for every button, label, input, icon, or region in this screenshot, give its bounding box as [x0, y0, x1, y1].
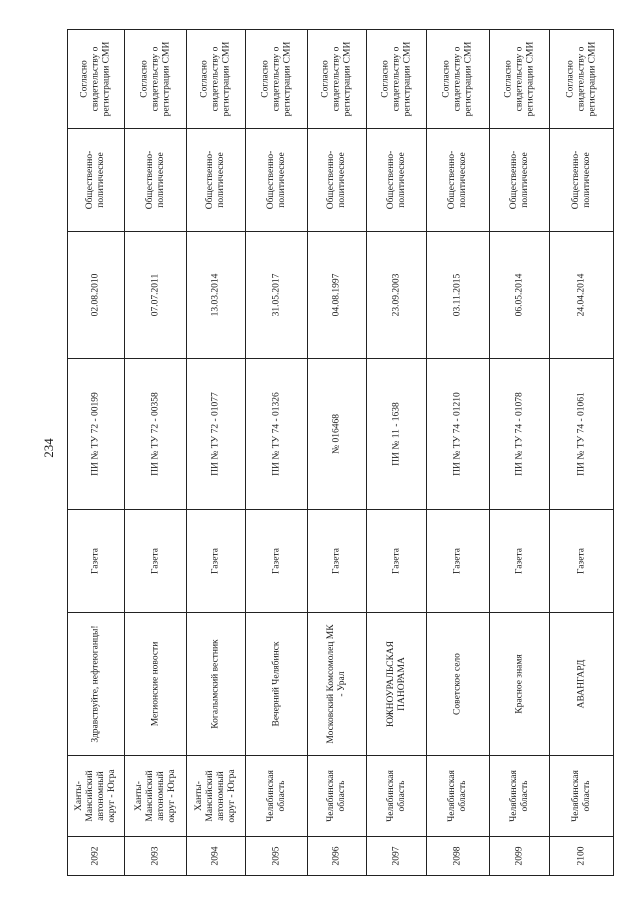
- region-cell-2093: Ханты-Мансийский автономный округ - Югра: [133, 769, 177, 823]
- title-cell-2097: ЮЖНОУРАЛЬСКАЯ ПАНОРАМА: [385, 641, 407, 727]
- title-cell-2093: Мегионские новости: [150, 641, 161, 727]
- date-cell-2096: 04.08.1997: [331, 273, 342, 317]
- form-cell-2096: Газета: [331, 548, 342, 574]
- reg-number-cell-2096: № 016468: [331, 414, 342, 454]
- region-cell-2095: Челябинская область: [265, 770, 287, 822]
- region-cell-2096: Челябинская область: [326, 770, 347, 822]
- form-cell-2093: Газета: [150, 548, 161, 574]
- region-cell-2097: Челябинская область: [385, 770, 407, 822]
- number-cell-2098: 2098: [452, 846, 463, 866]
- page-number: 234: [41, 438, 56, 458]
- type-cell-2097: Общественно-политическое: [385, 150, 407, 210]
- form-cell-2098: Газета: [452, 548, 463, 574]
- reg-number-cell-2097: ПИ № 11 - 1638: [391, 402, 402, 466]
- date-column: [68, 232, 614, 359]
- title-cell-2099: Красное знамя: [514, 654, 525, 714]
- territory-cell-2100: Согласно свидетельству о регистрации СМИ: [565, 41, 597, 117]
- region-cell-2094: Ханты-Мансийский автономный округ - Югра: [194, 769, 237, 823]
- form-cell-2092: Газета: [90, 548, 101, 574]
- title-cell-2100: АВАНГАРД: [576, 659, 587, 709]
- territory-cell-2093: Согласно свидетельству о регистрации СМИ: [139, 41, 171, 117]
- number-column: [68, 837, 614, 876]
- territory-cell-2098: Согласно свидетельству о регистрации СМИ: [441, 41, 474, 117]
- number-cell-2100: 2100: [576, 846, 587, 866]
- territory-column: [68, 30, 614, 129]
- registry-table: [67, 29, 613, 875]
- form-column: [68, 510, 614, 613]
- territory-cell-2096: Согласно свидетельству о регистрации СМИ: [320, 41, 353, 117]
- date-cell-2094: 13.03.2014: [210, 273, 221, 317]
- territory-cell-2099: Согласно свидетельству о регистрации СМИ: [503, 41, 535, 117]
- region-column: [68, 756, 614, 837]
- title-column: [68, 613, 614, 756]
- number-cell-2095: 2095: [271, 846, 282, 866]
- region-cell-2099: Челябинская область: [508, 770, 530, 822]
- region-cell-2100: Челябинская область: [570, 770, 592, 822]
- date-cell-2100: 24.04.2014: [576, 273, 587, 317]
- type-cell-2096: Общественно-политическое: [326, 150, 347, 210]
- number-cell-2099: 2099: [514, 846, 525, 866]
- date-cell-2095: 31.05.2017: [271, 273, 282, 317]
- type-column: [68, 129, 614, 232]
- reg-number-cell-2100: ПИ № ТУ 74 - 01061: [576, 392, 587, 476]
- number-cell-2093: 2093: [150, 846, 161, 866]
- reg-number-cell-2093: ПИ № ТУ 72 - 00358: [150, 392, 161, 476]
- territory-cell-2097: Согласно свидетельству о регистрации СМИ: [380, 41, 412, 117]
- form-cell-2100: Газета: [576, 548, 587, 574]
- form-cell-2097: Газета: [391, 548, 402, 574]
- number-cell-2097: 2097: [391, 846, 402, 866]
- type-cell-2099: Общественно-политическое: [508, 150, 530, 210]
- type-cell-2093: Общественно-политическое: [144, 150, 166, 210]
- region-cell-2092: Ханты-Мансийский автономный округ - Югра: [74, 769, 117, 823]
- type-cell-2092: Общественно-политическое: [85, 150, 106, 210]
- form-cell-2094: Газета: [210, 548, 221, 574]
- territory-cell-2094: Согласно свидетельству о регистрации СМИ: [199, 41, 232, 117]
- form-cell-2099: Газета: [514, 548, 525, 574]
- reg-number-cell-2092: ПИ № ТУ 72 - 00199: [90, 392, 101, 476]
- number-cell-2094: 2094: [210, 846, 221, 866]
- reg-number-cell-2095: ПИ № ТУ 74 - 01326: [271, 392, 282, 476]
- title-cell-2096: Московский Комсомолец МК - Урал: [326, 624, 347, 744]
- type-cell-2094: Общественно-политическое: [205, 150, 226, 210]
- title-cell-2092: Здравствуйте, нефтеюганцы!: [90, 625, 101, 743]
- number-cell-2092: 2092: [90, 846, 101, 866]
- reg-number-cell-2094: ПИ № ТУ 72 - 01077: [210, 392, 221, 476]
- reg-number-cell-2098: ПИ № ТУ 74 - 01210: [452, 392, 463, 476]
- type-cell-2100: Общественно-политическое: [570, 150, 592, 210]
- type-cell-2098: Общественно-политическое: [447, 150, 468, 210]
- territory-cell-2092: Согласно свидетельству о регистрации СМИ: [79, 41, 112, 117]
- number-cell-2096: 2096: [331, 846, 342, 866]
- date-cell-2098: 03.11.2015: [452, 273, 463, 317]
- title-cell-2094: Когалымский вестник: [210, 639, 221, 729]
- date-cell-2097: 23.09.2003: [391, 273, 402, 317]
- title-cell-2095: Вечерний Челябинск: [271, 641, 282, 727]
- date-cell-2099: 06.05.2014: [514, 273, 525, 317]
- date-cell-2092: 02.08.2010: [90, 273, 101, 317]
- type-cell-2095: Общественно-политическое: [265, 150, 287, 210]
- title-cell-2098: Советское село: [452, 653, 463, 715]
- territory-cell-2095: Согласно свидетельству о регистрации СМИ: [260, 41, 292, 117]
- form-cell-2095: Газета: [271, 548, 282, 574]
- region-cell-2098: Челябинская область: [447, 770, 468, 822]
- date-cell-2093: 07.07.2011: [150, 273, 161, 317]
- reg-number-column: [68, 359, 614, 510]
- reg-number-cell-2099: ПИ № ТУ 74 - 01078: [514, 392, 525, 476]
